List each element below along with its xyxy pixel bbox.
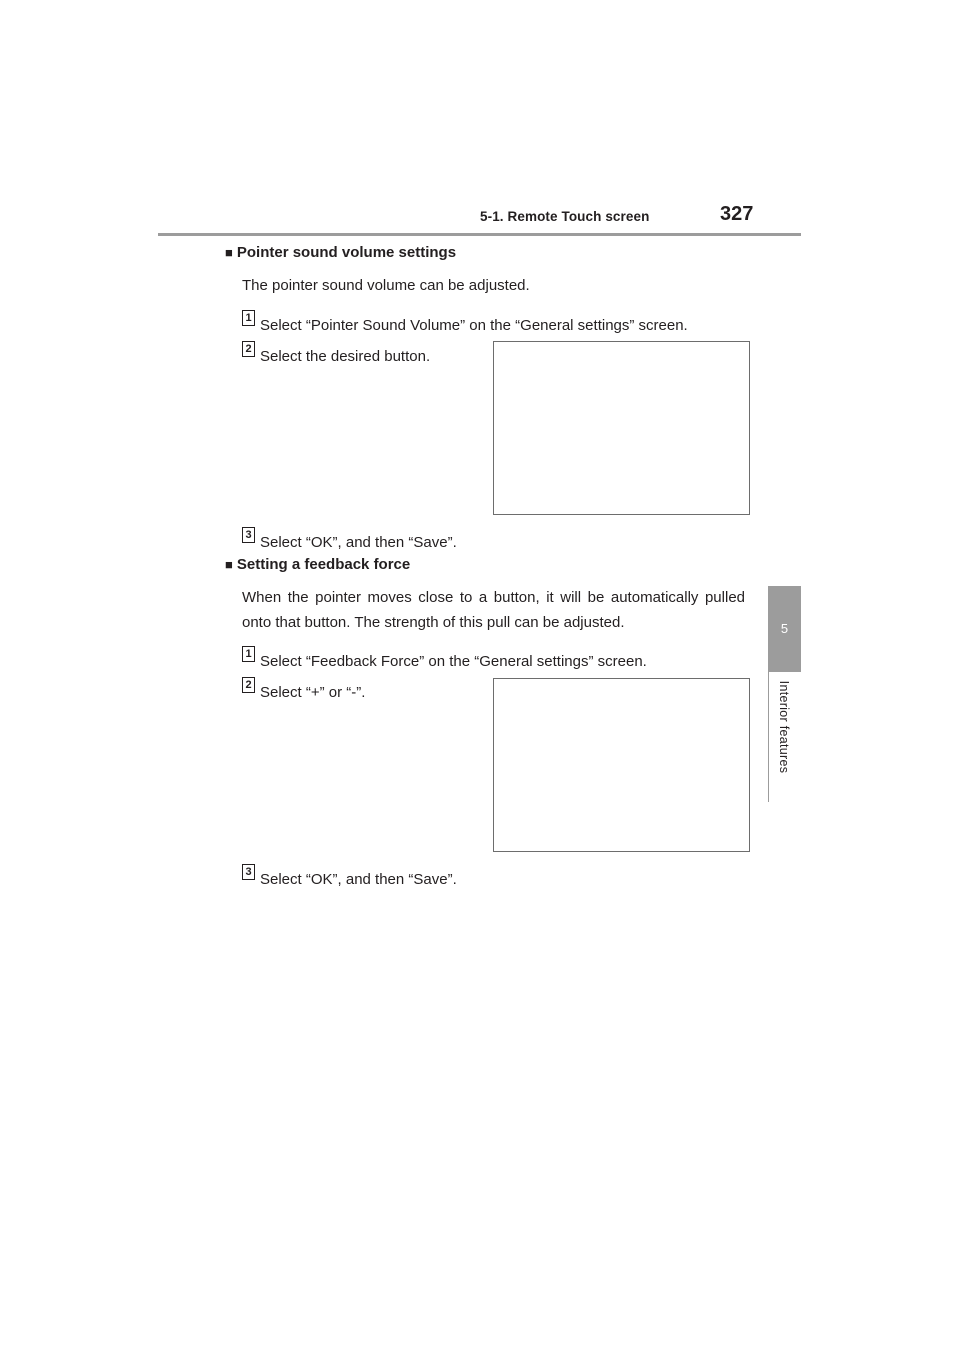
step-number-badge: 2 bbox=[242, 677, 255, 693]
step-number-badge: 1 bbox=[242, 310, 255, 326]
step-text: Select “OK”, and then “Save”. bbox=[260, 871, 457, 888]
step-text: Select “OK”, and then “Save”. bbox=[260, 534, 457, 551]
section-heading-feedback-force bbox=[225, 556, 410, 573]
step-number-badge: 3 bbox=[242, 864, 255, 880]
step-text: Select “+” or “-”. bbox=[260, 684, 366, 701]
chapter-title: Interior features bbox=[777, 680, 791, 774]
square-bullet-icon: ■ bbox=[225, 557, 233, 572]
step-number-badge: 3 bbox=[242, 527, 255, 543]
section-intro: The pointer sound volume can be adjusted. bbox=[242, 277, 530, 294]
screen-illustration bbox=[493, 341, 750, 515]
step-text: Select the desired button. bbox=[260, 348, 431, 365]
step-number-badge: 2 bbox=[242, 341, 255, 357]
heading-text: Setting a feedback force bbox=[236, 556, 411, 573]
step-text: Select “Feedback Force” on the “General settings” screen. bbox=[260, 653, 647, 670]
step-number-badge: 1 bbox=[242, 646, 255, 662]
step-text: Select “Pointer Sound Volume” on the “General settings” screen. bbox=[260, 317, 688, 334]
page-number: 327 bbox=[720, 203, 754, 225]
section-heading-pointer-sound bbox=[225, 244, 456, 261]
chapter-tab: 5 bbox=[768, 586, 801, 672]
screen-illustration bbox=[493, 678, 750, 852]
heading-text: Pointer sound volume settings bbox=[236, 244, 457, 261]
running-header: 5-1. Remote Touch screen bbox=[480, 209, 650, 224]
chapter-tab-divider bbox=[768, 672, 769, 802]
header-divider bbox=[158, 233, 801, 236]
square-bullet-icon: ■ bbox=[225, 245, 233, 260]
section-intro: When the pointer moves close to a button, it will be automatically pulled onto that button. The strength of this pull can be adjusted. bbox=[242, 589, 745, 631]
